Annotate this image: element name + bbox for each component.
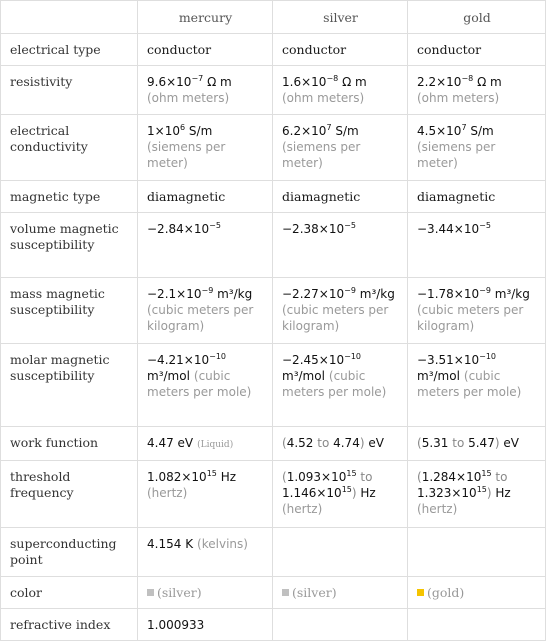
cell-gold xyxy=(408,528,546,577)
header-gold: gold xyxy=(408,1,546,34)
cell-silver: $-2.27\times 10^{-9}$ m³/kg (cubic meters per kilogram) xyxy=(273,278,408,344)
cell-silver xyxy=(273,609,408,641)
cell-mercury: 4.47 eV (Liquid) xyxy=(138,427,273,461)
row-superconducting-point xyxy=(1,528,546,577)
cell-silver: $1.6\times 10^{-8}$ Ω m (ohm meters) xyxy=(273,66,408,115)
row-label: superconducting point xyxy=(1,528,138,577)
cell-gold: ($1.284\times 10^{15}$ to $1.323\times 10^{15}$) Hz (hertz) xyxy=(408,461,546,528)
row-electrical-type xyxy=(1,34,546,66)
color-swatch xyxy=(147,589,154,596)
cell-mercury: $-2.1\times 10^{-9}$ m³/kg (cubic meters per kilogram) xyxy=(138,278,273,344)
cell-gold: $4.5\times 10^7$ S/m (siemens per meter) xyxy=(408,115,546,181)
row-threshold-frequency xyxy=(1,461,546,528)
cell-gold: (gold) xyxy=(408,577,546,609)
header-mercury: mercury xyxy=(138,1,273,34)
row-label: threshold frequency xyxy=(1,461,138,528)
row-label: color xyxy=(1,577,138,609)
cell-gold: diamagnetic xyxy=(408,181,546,213)
cell-silver: (4.52 to 4.74) eV xyxy=(273,427,408,461)
cell-gold: (5.31 to 5.47) eV xyxy=(408,427,546,461)
row-color xyxy=(1,577,546,609)
row-label: mass magnetic susceptibility xyxy=(1,278,138,344)
cell-mercury: $1\times 10^6$ S/m (siemens per meter) xyxy=(138,115,273,181)
cell-silver: conductor xyxy=(273,34,408,66)
row-label: resistivity xyxy=(1,66,138,115)
row-volume-magnetic-susceptibility xyxy=(1,213,546,278)
header-silver: silver xyxy=(273,1,408,34)
cell-mercury: $1.082\times 10^{15}$ Hz (hertz) xyxy=(138,461,273,528)
row-label: work function xyxy=(1,427,138,461)
cell-mercury: diamagnetic xyxy=(138,181,273,213)
cell-mercury: $9.6\times 10^{-7}$ Ω m (ohm meters) xyxy=(138,66,273,115)
row-label: refractive index xyxy=(1,609,138,641)
row-magnetic-type xyxy=(1,181,546,213)
cell-mercury: 1.000933 xyxy=(138,609,273,641)
cell-gold xyxy=(408,609,546,641)
header-corner xyxy=(1,1,138,34)
cell-silver xyxy=(273,528,408,577)
cell-silver: $-2.38\times 10^{-5}$ xyxy=(273,213,408,278)
cell-gold: $2.2\times 10^{-8}$ Ω m (ohm meters) xyxy=(408,66,546,115)
row-label: magnetic type xyxy=(1,181,138,213)
cell-mercury: conductor xyxy=(138,34,273,66)
row-label: molar magnetic susceptibility xyxy=(1,344,138,427)
cell-silver: ($1.093\times 10^{15}$ to $1.146\times 10^{15}$) Hz (hertz) xyxy=(273,461,408,528)
cell-silver: diamagnetic xyxy=(273,181,408,213)
row-refractive-index xyxy=(1,609,546,641)
color-swatch xyxy=(417,589,424,596)
cell-silver: (silver) xyxy=(273,577,408,609)
cell-mercury: $-2.84\times 10^{-5}$ xyxy=(138,213,273,278)
row-resistivity xyxy=(1,66,546,115)
cell-gold: $-1.78\times 10^{-9}$ m³/kg (cubic meters per kilogram) xyxy=(408,278,546,344)
header-row xyxy=(1,1,546,34)
color-swatch xyxy=(282,589,289,596)
row-molar-magnetic-susceptibility xyxy=(1,344,546,427)
cell-silver: $-2.45\times 10^{-10}$ m³/mol (cubic meters per mole) xyxy=(273,344,408,427)
cell-mercury: (silver) xyxy=(138,577,273,609)
cell-gold: $-3.44\times 10^{-5}$ xyxy=(408,213,546,278)
cell-gold: conductor xyxy=(408,34,546,66)
cell-silver: $6.2\times 10^7$ S/m (siemens per meter) xyxy=(273,115,408,181)
row-mass-magnetic-susceptibility xyxy=(1,278,546,344)
row-work-function xyxy=(1,427,546,461)
row-label: electrical conductivity xyxy=(1,115,138,181)
row-electrical-conductivity xyxy=(1,115,546,181)
row-label: electrical type xyxy=(1,34,138,66)
row-label: volume magnetic susceptibility xyxy=(1,213,138,278)
cell-gold: $-3.51\times 10^{-10}$ m³/mol (cubic meters per mole) xyxy=(408,344,546,427)
cell-mercury: $-4.21\times 10^{-10}$ m³/mol (cubic meters per mole) xyxy=(138,344,273,427)
cell-mercury: 4.154 K (kelvins) xyxy=(138,528,273,577)
